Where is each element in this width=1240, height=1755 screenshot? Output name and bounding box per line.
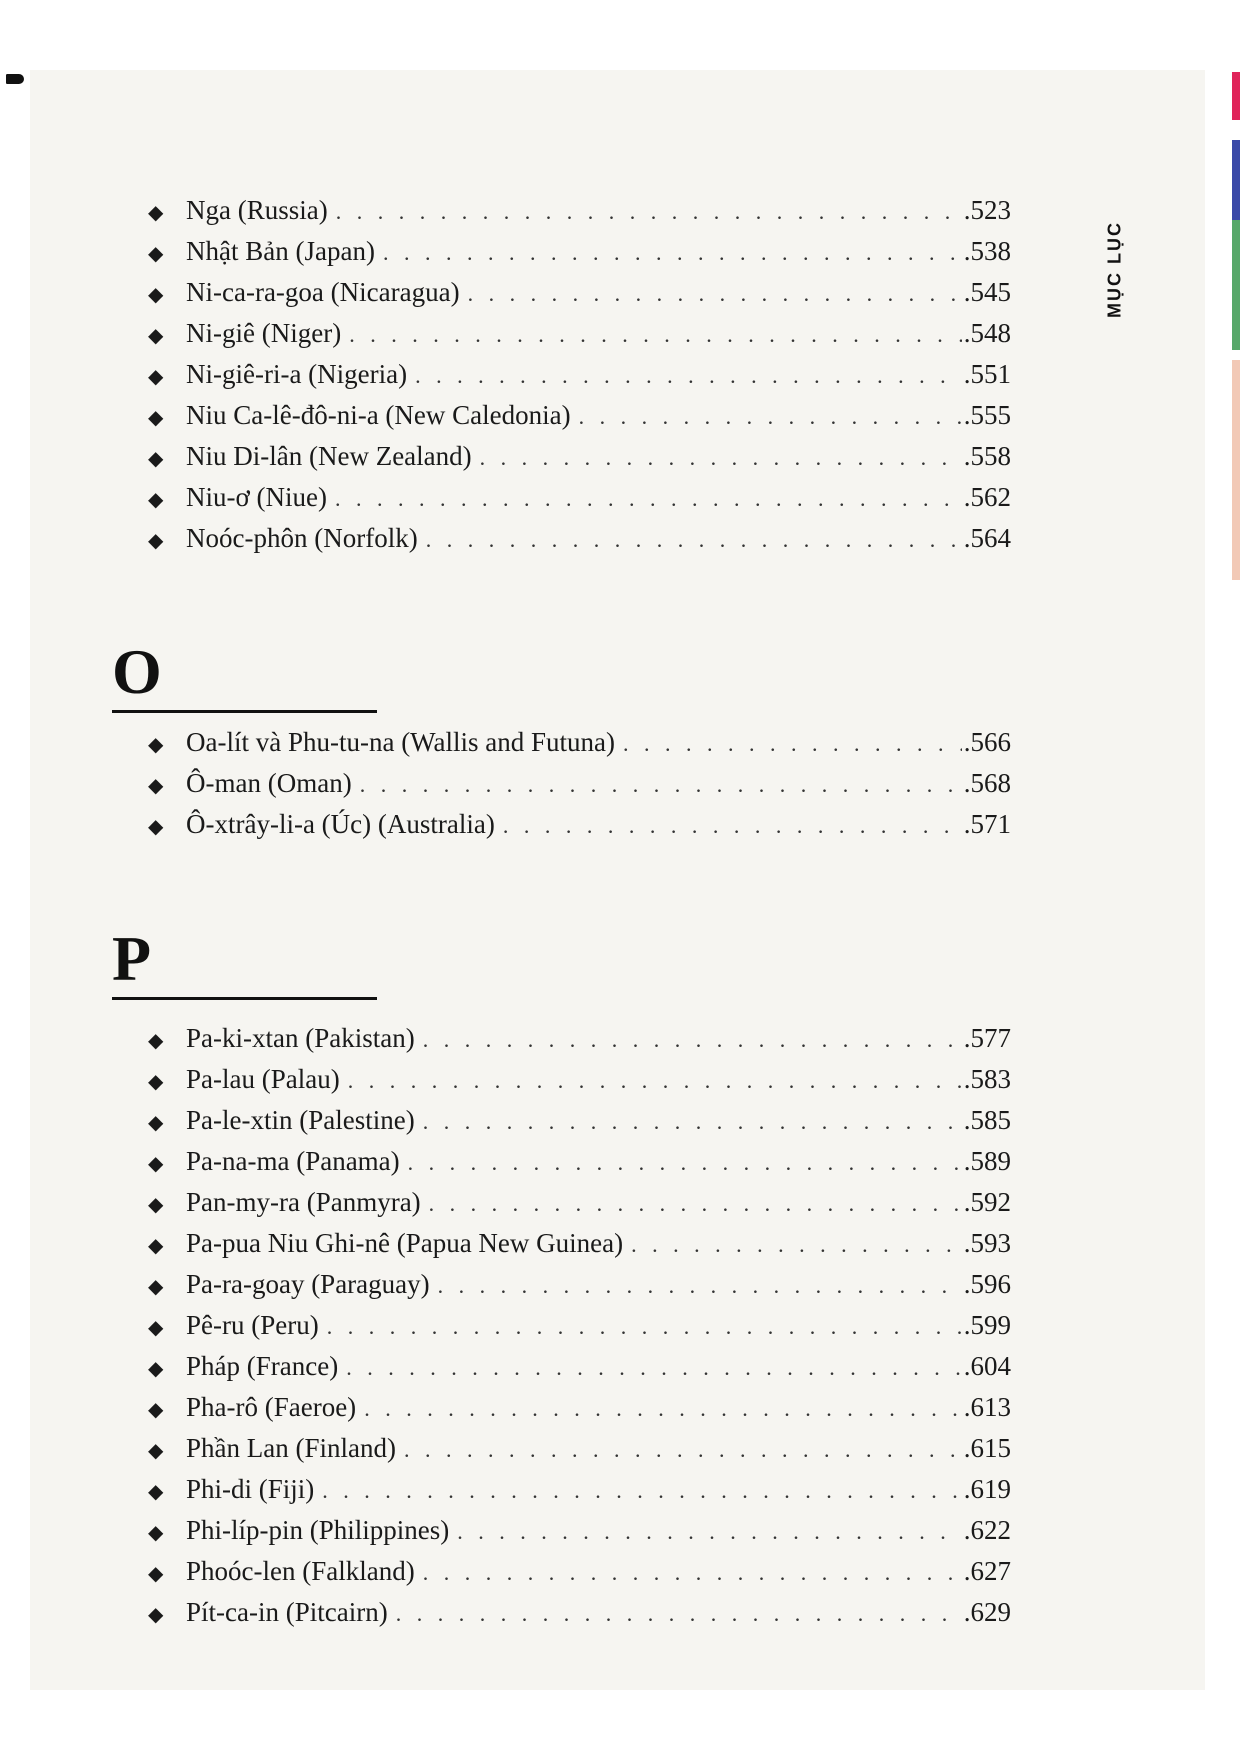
bullet-icon: ◆	[148, 202, 164, 224]
country-name: Pa-ki-xtan (Pakistan)	[186, 1023, 415, 1053]
toc-entry[interactable]	[148, 1264, 1011, 1305]
dot-leader	[327, 1306, 962, 1347]
dot-leader	[503, 805, 962, 846]
country-name: Noóc-phôn (Norfolk)	[186, 523, 418, 553]
toc-entry[interactable]	[148, 1346, 1011, 1387]
page-number: .577	[963, 1023, 1011, 1053]
country-name: Ni-giê (Niger)	[186, 318, 342, 348]
dot-leader	[423, 1019, 962, 1060]
country-name: Phoóc-len (Falkland)	[186, 1556, 415, 1586]
page-number: .555	[963, 400, 1011, 430]
dot-leader	[335, 478, 962, 519]
page-number: .566	[963, 727, 1011, 757]
page-number: .583	[963, 1064, 1011, 1094]
toc-entry[interactable]	[148, 1223, 1011, 1264]
page-number: .538	[963, 236, 1011, 266]
toc-list-p	[148, 1018, 1011, 1633]
dot-leader	[480, 437, 962, 478]
dot-leader	[364, 1388, 962, 1429]
toc-entry[interactable]	[148, 1510, 1011, 1551]
dot-leader	[404, 1429, 962, 1470]
country-name: Pan-my-ra (Panmyra)	[186, 1187, 421, 1217]
dot-leader	[579, 396, 962, 437]
toc-entry[interactable]	[148, 190, 1011, 231]
toc-entry[interactable]	[148, 1387, 1011, 1428]
country-name: Pa-ra-goay (Paraguay)	[186, 1269, 430, 1299]
page-number: .613	[963, 1392, 1011, 1422]
country-name: Pít-ca-in (Pitcairn)	[186, 1597, 388, 1627]
bullet-icon: ◆	[148, 489, 164, 511]
dot-leader	[408, 1142, 962, 1183]
dot-leader	[438, 1265, 962, 1306]
dot-leader	[429, 1183, 962, 1224]
page-number: .627	[963, 1556, 1011, 1586]
toc-entry[interactable]	[148, 1305, 1011, 1346]
bullet-icon: ◆	[148, 1030, 164, 1052]
toc-list-n	[148, 190, 1011, 559]
country-name: Pê-ru (Peru)	[186, 1310, 319, 1340]
toc-entry[interactable]	[148, 1551, 1011, 1592]
bullet-icon: ◆	[148, 1399, 164, 1421]
page-number: .615	[963, 1433, 1011, 1463]
country-name: Niu Di-lân (New Zealand)	[186, 441, 472, 471]
toc-entry[interactable]	[148, 1469, 1011, 1510]
page-number: .523	[963, 195, 1011, 225]
country-name: Ni-ca-ra-goa (Nicaragua)	[186, 277, 460, 307]
bullet-icon: ◆	[148, 775, 164, 797]
bullet-icon: ◆	[148, 448, 164, 470]
country-name: Phi-líp-pin (Philippines)	[186, 1515, 450, 1545]
toc-entry[interactable]	[148, 436, 1011, 477]
page-number: .604	[963, 1351, 1011, 1381]
dot-leader	[415, 355, 962, 396]
dot-leader	[360, 764, 962, 805]
page-number: .596	[963, 1269, 1011, 1299]
dot-leader	[426, 519, 962, 560]
dot-leader	[468, 273, 962, 314]
corner-mark	[6, 74, 24, 84]
country-name: Pa-pua Niu Ghi-nê (Papua New Guinea)	[186, 1228, 624, 1258]
toc-entry[interactable]	[148, 1141, 1011, 1182]
bullet-icon: ◆	[148, 366, 164, 388]
toc-entry[interactable]	[148, 272, 1011, 313]
page-number: .585	[963, 1105, 1011, 1135]
country-name: Nga (Russia)	[186, 195, 328, 225]
bullet-icon: ◆	[148, 1358, 164, 1380]
country-name: Pháp (France)	[186, 1351, 339, 1381]
toc-entry[interactable]	[148, 354, 1011, 395]
page-number: .592	[963, 1187, 1011, 1217]
page-number: .593	[963, 1228, 1011, 1258]
dot-leader	[349, 314, 962, 355]
country-name: Pha-rô (Faeroe)	[186, 1392, 357, 1422]
page-number: .568	[963, 768, 1011, 798]
page-number: .551	[963, 359, 1011, 389]
country-name: Pa-lau (Palau)	[186, 1064, 340, 1094]
edge-tab-blue	[1232, 140, 1240, 220]
page-number: .622	[963, 1515, 1011, 1545]
country-name: Ni-giê-ri-a (Nigeria)	[186, 359, 408, 389]
dot-leader	[336, 191, 962, 232]
country-name: Ô-xtrây-li-a (Úc) (Australia)	[186, 809, 495, 839]
toc-entry[interactable]	[148, 231, 1011, 272]
bullet-icon: ◆	[148, 1604, 164, 1626]
page-number: .589	[963, 1146, 1011, 1176]
page-number: .599	[963, 1310, 1011, 1340]
dot-leader	[383, 232, 962, 273]
toc-list-o	[148, 722, 1011, 845]
dot-leader	[396, 1593, 962, 1634]
page-number: .571	[963, 809, 1011, 839]
toc-entry[interactable]	[148, 395, 1011, 436]
bullet-icon: ◆	[148, 1235, 164, 1257]
dot-leader	[423, 1552, 962, 1593]
page-number: .564	[963, 523, 1011, 553]
page-number: .545	[963, 277, 1011, 307]
dot-leader	[423, 1101, 962, 1142]
dot-leader	[322, 1470, 961, 1511]
edge-tab-green	[1232, 220, 1240, 350]
bullet-icon: ◆	[148, 407, 164, 429]
toc-entry[interactable]	[148, 1100, 1011, 1141]
country-name: Ô-man (Oman)	[186, 768, 352, 798]
bullet-icon: ◆	[148, 1153, 164, 1175]
toc-entry[interactable]	[148, 1428, 1011, 1469]
country-name: Nhật Bản (Japan)	[186, 236, 375, 266]
dot-leader	[631, 1224, 962, 1265]
bullet-icon: ◆	[148, 1563, 164, 1585]
page-number: .629	[963, 1597, 1011, 1627]
dot-leader	[346, 1347, 962, 1388]
page-number: .562	[963, 482, 1011, 512]
dot-leader	[623, 723, 962, 764]
country-name: Pa-le-xtin (Palestine)	[186, 1105, 415, 1135]
toc-entry[interactable]	[148, 477, 1011, 518]
bullet-icon: ◆	[148, 734, 164, 756]
toc-entry[interactable]	[148, 1182, 1011, 1223]
toc-entry[interactable]	[148, 763, 1011, 804]
toc-entry[interactable]	[148, 722, 1011, 763]
bullet-icon: ◆	[148, 1112, 164, 1134]
bullet-icon: ◆	[148, 1071, 164, 1093]
country-name: Niu-ơ (Niue)	[186, 482, 327, 512]
page-number: .558	[963, 441, 1011, 471]
country-name: Oa-lít và Phu-tu-na (Wallis and Futuna)	[186, 727, 615, 757]
page-number: .619	[963, 1474, 1011, 1504]
country-name: Phi-di (Fiji)	[186, 1474, 315, 1504]
bullet-icon: ◆	[148, 1276, 164, 1298]
dot-leader	[348, 1060, 962, 1101]
bullet-icon: ◆	[148, 243, 164, 265]
toc-entry[interactable]	[148, 518, 1011, 559]
bullet-icon: ◆	[148, 1522, 164, 1544]
bullet-icon: ◆	[148, 1317, 164, 1339]
dot-leader	[457, 1511, 962, 1552]
section-heading-o: O	[112, 640, 377, 713]
toc-entry[interactable]	[148, 804, 1011, 845]
bullet-icon: ◆	[148, 325, 164, 347]
edge-tab-red	[1232, 72, 1240, 120]
bullet-icon: ◆	[148, 1194, 164, 1216]
toc-entry[interactable]	[148, 1018, 1011, 1059]
country-name: Pa-na-ma (Panama)	[186, 1146, 400, 1176]
bullet-icon: ◆	[148, 1481, 164, 1503]
toc-entry[interactable]	[148, 1059, 1011, 1100]
toc-entry[interactable]	[148, 1592, 1011, 1633]
page-number: .548	[963, 318, 1011, 348]
toc-entry[interactable]	[148, 313, 1011, 354]
section-side-label: MỤC LỤC	[1104, 221, 1125, 319]
bullet-icon: ◆	[148, 530, 164, 552]
country-name: Phần Lan (Finland)	[186, 1433, 396, 1463]
bullet-icon: ◆	[148, 284, 164, 306]
bullet-icon: ◆	[148, 1440, 164, 1462]
edge-tab-pink	[1232, 360, 1240, 580]
bullet-icon: ◆	[148, 816, 164, 838]
country-name: Niu Ca-lê-đô-ni-a (New Caledonia)	[186, 400, 571, 430]
section-heading-p: P	[112, 927, 377, 1000]
